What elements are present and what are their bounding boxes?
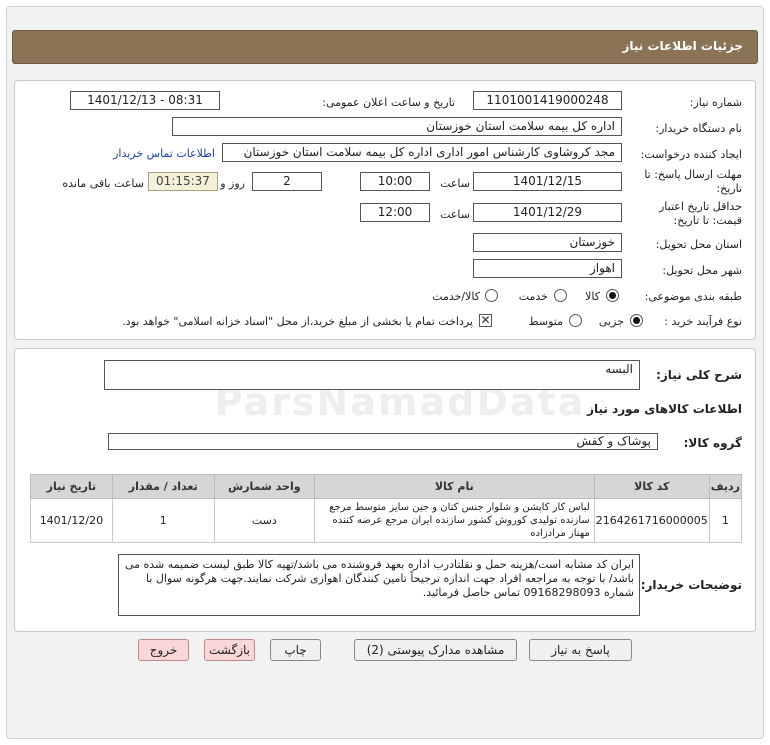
reply-button[interactable]: پاسخ به نیاز (529, 639, 632, 661)
general-desc-label: شرح کلی نیاز: (656, 368, 742, 382)
category-radio-service[interactable] (554, 289, 567, 302)
general-desc-field: البسه (104, 360, 640, 390)
remaining-timer: 01:15:37 (148, 172, 218, 191)
goods-info-title: اطلاعات کالاهای مورد نیاز (587, 402, 742, 416)
page-title: جزئیات اطلاعات نیاز (622, 39, 743, 53)
deadline-time-label: ساعت (440, 177, 470, 190)
category-option-goods: کالا (585, 290, 600, 303)
need-number-field: 1101001419000248 (473, 91, 622, 110)
announce-field: 1401/12/13 - 08:31 (70, 91, 220, 110)
requester-field: مجد کروشاوی کارشناس امور اداری اداره کل بیمه سلامت استان خوزستان (222, 143, 622, 162)
validity-label-2: قیمت: تا تاریخ: (673, 214, 742, 227)
print-button[interactable]: چاپ (270, 639, 321, 661)
category-radio-goods[interactable] (606, 289, 619, 302)
buyer-notes-label: توضیحات خریدار: (640, 578, 742, 592)
process-radio-medium[interactable] (569, 314, 582, 327)
process-radio-minor[interactable] (630, 314, 643, 327)
province-field: خوزستان (473, 233, 622, 252)
category-label: طبقه بندی موضوعی: (644, 290, 742, 303)
col-header-code: کد کالا (594, 475, 709, 499)
province-label: استان محل تحویل: (655, 238, 742, 251)
process-label: نوع فرآیند خرید : (664, 315, 742, 328)
deadline-time-field: 10:00 (360, 172, 430, 191)
col-header-date: تاریخ نیاز (31, 475, 113, 499)
contact-buyer-link[interactable]: اطلاعات تماس خریدار (113, 147, 215, 160)
deadline-date-field: 1401/12/15 (473, 172, 622, 191)
validity-label-1: حداقل تاریخ اعتبار (658, 200, 742, 213)
col-header-unit: واحد شمارش (214, 475, 314, 499)
buyer-notes-text: ایران کد مشابه است/هزینه حمل و نقلتادرب اداره بعهد فروشنده می باشد/تهیه کالا طبق لیست ضمیمه شده می باشد/ با توجه به مراجعه افراد جهت اندازه ترجیحاً تامین کنندگان اهوازی شرکت نمایند.جهت هرگونه سوال با شماره 09168298093 تماس حاصل فرمائید. (118, 554, 640, 616)
payment-note: پرداخت تمام یا بخشی از مبلغ خرید،از محل "اسناد خزانه اسلامی" خواهد بود. (122, 315, 473, 328)
validity-date-field: 1401/12/29 (473, 203, 622, 222)
validity-time-label: ساعت (440, 208, 470, 221)
days-field: 2 (252, 172, 322, 191)
col-header-name: نام کالا (314, 475, 594, 499)
category-radio-both[interactable] (485, 289, 498, 302)
goods-group-field: پوشاک و کفش (108, 433, 658, 450)
cell-code: 2164261716000005 (594, 499, 709, 543)
cell-date: 1401/12/20 (31, 499, 113, 543)
table-row (31, 499, 742, 543)
cell-unit: دست (214, 499, 314, 543)
process-option-medium: متوسط (528, 315, 563, 328)
attachments-button[interactable]: مشاهده مدارک پیوستی (2) (354, 639, 517, 661)
city-field: اهواز (473, 259, 622, 278)
city-label: شهر محل تحویل: (662, 264, 742, 277)
process-option-minor: جزیی (598, 315, 624, 328)
col-header-qty: تعداد / مقدار (112, 475, 214, 499)
page-header (12, 30, 758, 64)
cell-qty: 1 (112, 499, 214, 543)
exit-button[interactable]: خروج (138, 639, 189, 661)
requester-label: ایجاد کننده درخواست: (640, 148, 742, 161)
deadline-label-2: تاریخ: (716, 182, 742, 195)
back-button[interactable]: بازگشت (204, 639, 255, 661)
payment-checkbox[interactable]: ✕ (480, 313, 491, 327)
cell-row: 1 (709, 499, 741, 543)
remaining-label: ساعت باقی مانده (62, 177, 144, 190)
deadline-label-1: مهلت ارسال پاسخ: تا (644, 168, 742, 181)
buyer-org-label: نام دستگاه خریدار: (655, 122, 742, 135)
days-label: روز و (220, 177, 245, 190)
category-option-both: کالا/خدمت (432, 290, 480, 303)
category-option-service: خدمت (518, 290, 548, 303)
col-header-row: ردیف (709, 475, 741, 499)
goods-table (30, 474, 742, 543)
cell-name: لباس کار کاپشن و شلوار جنس کتان و جین سایز متوسط مرجع سازنده تولیدی کوروش کشور سازنده ایران مرجع عرضه کننده مهناز مرادزاده (314, 499, 594, 543)
validity-time-field: 12:00 (360, 203, 430, 222)
need-number-label: شماره نیاز: (689, 96, 742, 109)
announce-label: تاریخ و ساعت اعلان عمومی: (322, 96, 455, 109)
goods-group-label: گروه کالا: (683, 436, 742, 450)
buyer-org-field: اداره کل بیمه سلامت استان خوزستان (172, 117, 622, 136)
